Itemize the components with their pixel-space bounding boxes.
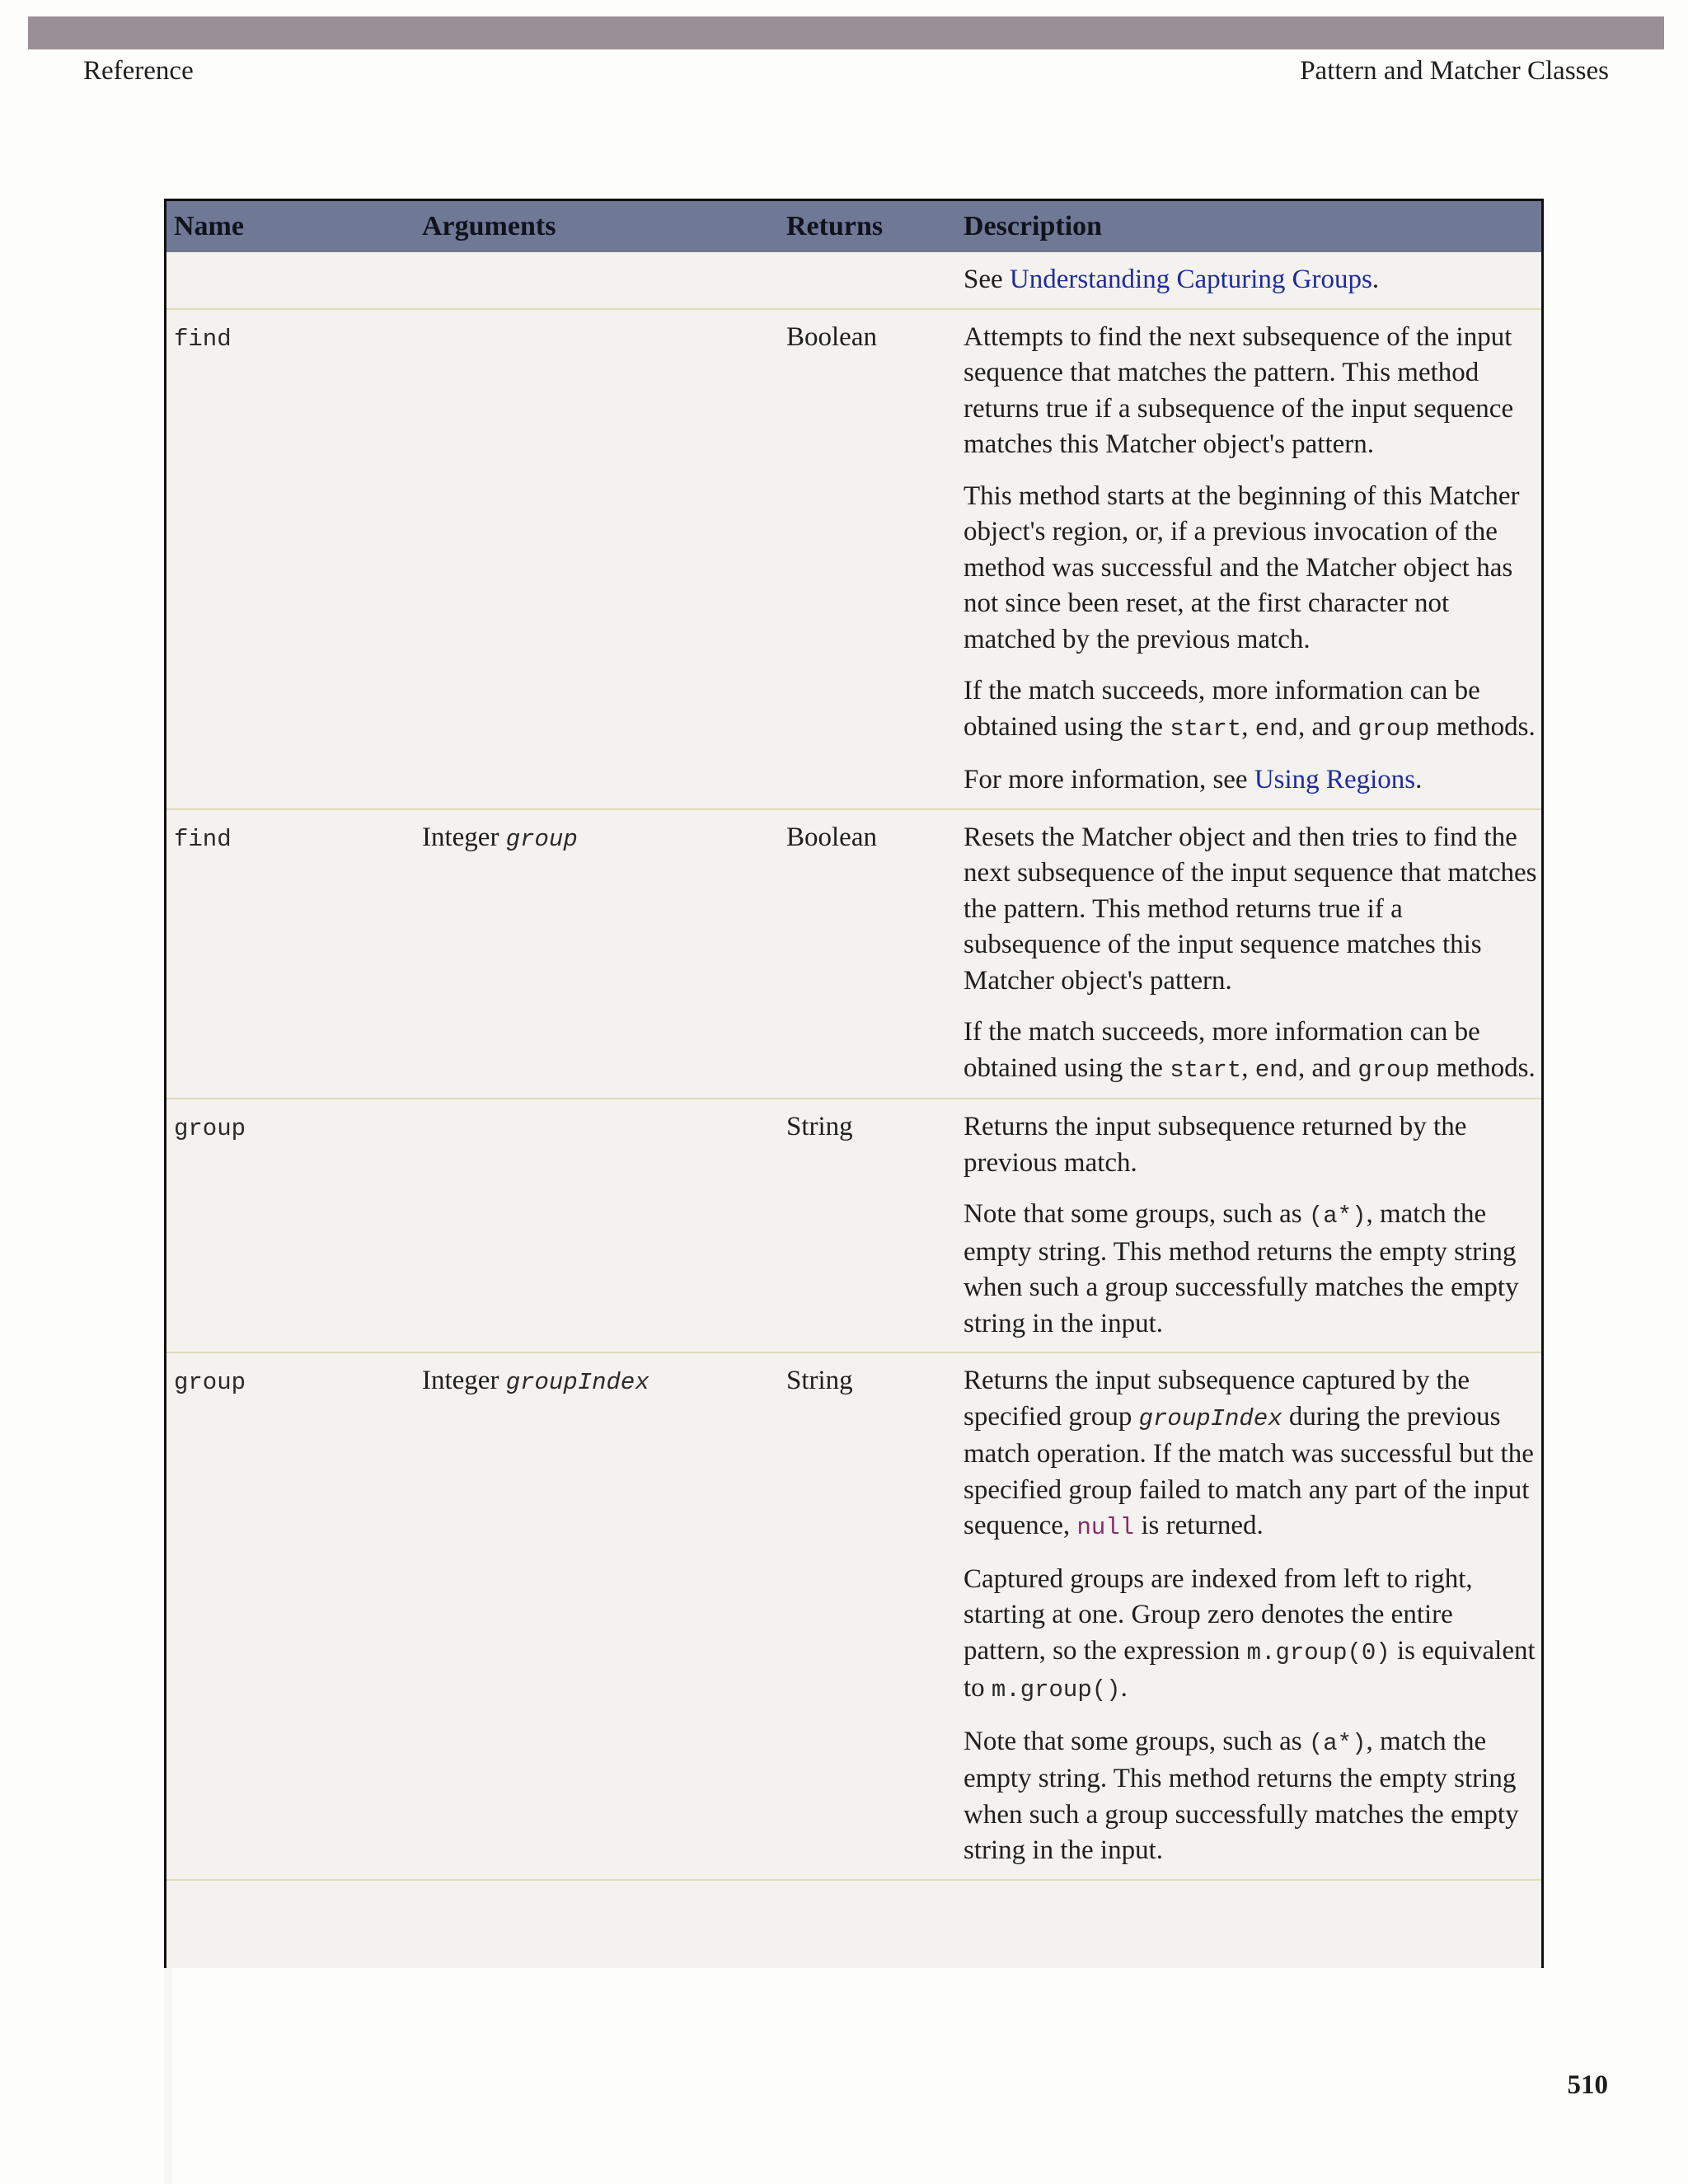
- column-header-returns: Returns: [786, 211, 884, 241]
- top-bar: [28, 16, 1664, 49]
- cell-description: Returns the input subsequence captured by the specified group groupIndex during the previous match operation. If the match was successful but the specified group failed to match any part of the input sequence, null is returned. Captured groups are indexed from left to right, starting at one. Group zero denotes the entire pattern, so the expression m.group(0) is equivalent to m.group(). Note that some groups, such as (a*), match the empty string. This method returns the empty string when such a group successfully matches the empty string in the input.: [956, 1352, 1541, 1880]
- header-left: Reference: [83, 56, 194, 86]
- table-row: [166, 309, 1541, 809]
- cell-arguments: Integer group: [415, 809, 779, 1099]
- cell-returns: String: [779, 1352, 956, 1880]
- cell-arguments: Integer groupIndex: [415, 1352, 779, 1880]
- table-row: [166, 1352, 1541, 1880]
- using-regions-link[interactable]: Using Regions: [1254, 765, 1416, 794]
- margin-strip: [164, 1968, 172, 2184]
- column-header-name: Name: [174, 211, 244, 241]
- table-row: [166, 1099, 1541, 1352]
- cell-description: See Understanding Capturing Groups.: [956, 252, 1541, 309]
- column-header-description: Description: [964, 211, 1103, 241]
- cell-returns: Boolean: [779, 809, 956, 1099]
- cell-name: [166, 252, 415, 309]
- cell-name: group: [166, 1099, 415, 1352]
- table-row: [166, 809, 1541, 1099]
- header-right: Pattern and Matcher Classes: [1300, 56, 1609, 86]
- cell-arguments: [415, 1099, 779, 1352]
- understanding-capturing-groups-link[interactable]: Understanding Capturing Groups: [1009, 265, 1372, 294]
- table-row: [166, 252, 1541, 309]
- method-table: [166, 201, 1541, 1881]
- cell-description: Resets the Matcher object and then tries to find the next subsequence of the input sequence that matches the pattern. This method returns true if a subsequence of the input sequence matches this Matcher object's pattern. If the match succeeds, more information can be obtained using the start, end, and group methods.: [956, 809, 1541, 1099]
- cell-name: group: [166, 1352, 415, 1880]
- table-header-row: [166, 201, 1541, 252]
- cell-returns: String: [779, 1099, 956, 1352]
- page-number: 510: [1567, 2070, 1608, 2100]
- cell-returns: [779, 252, 956, 309]
- cell-name: find: [166, 309, 415, 809]
- column-header-arguments: Arguments: [422, 211, 556, 241]
- cell-description: Returns the input subsequence returned by the previous match. Note that some groups, such as (a*), match the empty string. This method returns the empty string when such a group successfully matches the empty string in the input.: [956, 1099, 1541, 1352]
- cell-description: Attempts to find the next subsequence of the input sequence that matches the pattern. This method returns true if a subsequence of the input sequence matches this Matcher object's pattern. This method starts at the beginning of this Matcher object's region, or, if a previous invocation of the method was successful and the Matcher object has not since been reset, at the first character not matched by the previous match. If the match succeeds, more information can be obtained using the start, end, and group methods. For more information, see Using Regions.: [956, 309, 1541, 809]
- cell-arguments: [415, 252, 779, 309]
- cell-arguments: [415, 309, 779, 809]
- cell-name: find: [166, 809, 415, 1099]
- cell-returns: Boolean: [779, 309, 956, 809]
- method-table-container: [164, 199, 1544, 1968]
